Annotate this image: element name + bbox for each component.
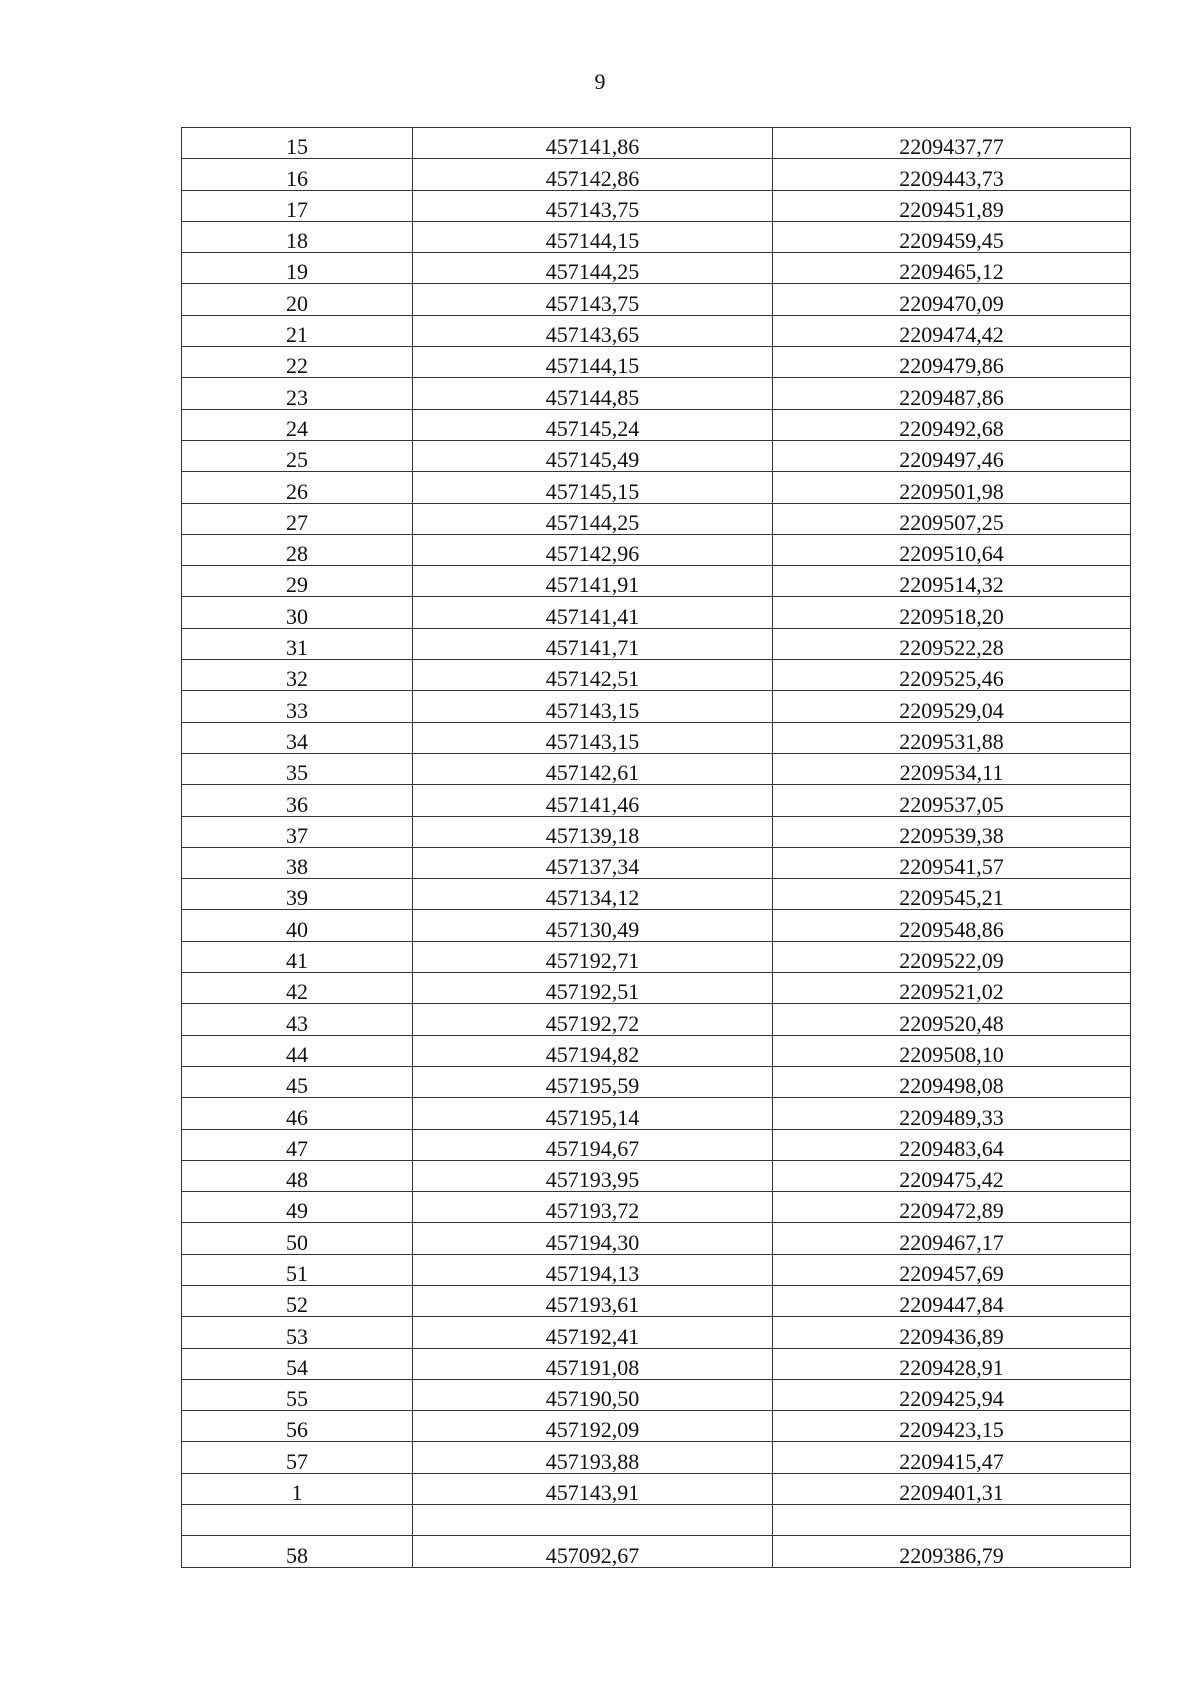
point-number-cell: 50	[182, 1223, 413, 1254]
table-row	[182, 597, 1131, 628]
y-coordinate-cell: 2209522,28	[773, 628, 1131, 659]
y-coordinate-cell: 2209522,09	[773, 941, 1131, 972]
y-coordinate-cell: 2209483,64	[773, 1129, 1131, 1160]
y-coordinate-cell: 2209501,98	[773, 472, 1131, 503]
table-row	[182, 1223, 1131, 1254]
y-coordinate-cell: 2209447,84	[773, 1285, 1131, 1316]
table-row	[182, 159, 1131, 190]
y-coordinate-cell: 2209479,86	[773, 347, 1131, 378]
x-coordinate-cell: 457143,75	[413, 190, 773, 221]
point-number-cell: 30	[182, 597, 413, 628]
y-coordinate-cell: 2209537,05	[773, 785, 1131, 816]
x-coordinate-cell: 457143,75	[413, 284, 773, 315]
y-coordinate-cell: 2209521,02	[773, 973, 1131, 1004]
x-coordinate-cell: 457144,85	[413, 378, 773, 409]
table-row	[182, 1098, 1131, 1129]
table-row	[182, 1066, 1131, 1097]
x-coordinate-cell: 457137,34	[413, 847, 773, 878]
x-coordinate-cell: 457193,88	[413, 1442, 773, 1473]
y-coordinate-cell: 2209415,47	[773, 1442, 1131, 1473]
point-number-cell	[182, 1505, 413, 1536]
point-number-cell: 20	[182, 284, 413, 315]
y-coordinate-cell: 2209548,86	[773, 910, 1131, 941]
point-number-cell: 33	[182, 691, 413, 722]
point-number-cell: 42	[182, 973, 413, 1004]
point-number-cell: 52	[182, 1285, 413, 1316]
y-coordinate-cell: 2209459,45	[773, 221, 1131, 252]
x-coordinate-cell: 457142,86	[413, 159, 773, 190]
x-coordinate-cell: 457141,41	[413, 597, 773, 628]
y-coordinate-cell: 2209443,73	[773, 159, 1131, 190]
point-number-cell: 17	[182, 190, 413, 221]
y-coordinate-cell: 2209386,79	[773, 1536, 1131, 1567]
y-coordinate-cell: 2209401,31	[773, 1473, 1131, 1504]
y-coordinate-cell: 2209472,89	[773, 1192, 1131, 1223]
x-coordinate-cell: 457144,25	[413, 503, 773, 534]
point-number-cell: 53	[182, 1317, 413, 1348]
y-coordinate-cell: 2209467,17	[773, 1223, 1131, 1254]
x-coordinate-cell: 457130,49	[413, 910, 773, 941]
point-number-cell: 45	[182, 1066, 413, 1097]
y-coordinate-cell	[773, 1505, 1131, 1536]
table-row	[182, 1536, 1131, 1567]
point-number-cell: 28	[182, 534, 413, 565]
point-number-cell: 44	[182, 1035, 413, 1066]
y-coordinate-cell: 2209514,32	[773, 566, 1131, 597]
x-coordinate-cell: 457192,51	[413, 973, 773, 1004]
table-row	[182, 1004, 1131, 1035]
point-number-cell: 25	[182, 440, 413, 471]
x-coordinate-cell: 457145,15	[413, 472, 773, 503]
x-coordinate-cell: 457190,50	[413, 1379, 773, 1410]
x-coordinate-cell: 457145,24	[413, 409, 773, 440]
table-row	[182, 1473, 1131, 1504]
x-coordinate-cell: 457195,14	[413, 1098, 773, 1129]
y-coordinate-cell: 2209489,33	[773, 1098, 1131, 1129]
y-coordinate-cell: 2209518,20	[773, 597, 1131, 628]
y-coordinate-cell: 2209475,42	[773, 1160, 1131, 1191]
point-number-cell: 34	[182, 722, 413, 753]
x-coordinate-cell: 457191,08	[413, 1348, 773, 1379]
point-number-cell: 51	[182, 1254, 413, 1285]
point-number-cell: 54	[182, 1348, 413, 1379]
x-coordinate-cell: 457194,67	[413, 1129, 773, 1160]
table-row	[182, 409, 1131, 440]
table-row	[182, 785, 1131, 816]
point-number-cell: 41	[182, 941, 413, 972]
point-number-cell: 37	[182, 816, 413, 847]
y-coordinate-cell: 2209541,57	[773, 847, 1131, 878]
point-number-cell: 19	[182, 253, 413, 284]
point-number-cell: 47	[182, 1129, 413, 1160]
table-row	[182, 1035, 1131, 1066]
table-row	[182, 628, 1131, 659]
y-coordinate-cell: 2209457,69	[773, 1254, 1131, 1285]
table-row	[182, 378, 1131, 409]
y-coordinate-cell: 2209492,68	[773, 409, 1131, 440]
point-number-cell: 56	[182, 1411, 413, 1442]
table-row	[182, 253, 1131, 284]
point-number-cell: 1	[182, 1473, 413, 1504]
table-row	[182, 284, 1131, 315]
y-coordinate-cell: 2209531,88	[773, 722, 1131, 753]
table-row	[182, 221, 1131, 252]
table-row	[182, 534, 1131, 565]
coordinates-table-body	[182, 128, 1131, 1568]
x-coordinate-cell: 457145,49	[413, 440, 773, 471]
y-coordinate-cell: 2209470,09	[773, 284, 1131, 315]
table-row	[182, 440, 1131, 471]
y-coordinate-cell: 2209539,38	[773, 816, 1131, 847]
point-number-cell: 57	[182, 1442, 413, 1473]
table-row	[182, 566, 1131, 597]
point-number-cell: 16	[182, 159, 413, 190]
table-row	[182, 1442, 1131, 1473]
table-row	[182, 1160, 1131, 1191]
table-row	[182, 1411, 1131, 1442]
table-row	[182, 816, 1131, 847]
point-number-cell: 36	[182, 785, 413, 816]
x-coordinate-cell: 457141,86	[413, 128, 773, 159]
x-coordinate-cell: 457142,51	[413, 660, 773, 691]
point-number-cell: 31	[182, 628, 413, 659]
y-coordinate-cell: 2209465,12	[773, 253, 1131, 284]
y-coordinate-cell: 2209545,21	[773, 879, 1131, 910]
y-coordinate-cell: 2209437,77	[773, 128, 1131, 159]
x-coordinate-cell: 457142,61	[413, 753, 773, 784]
y-coordinate-cell: 2209507,25	[773, 503, 1131, 534]
y-coordinate-cell: 2209534,11	[773, 753, 1131, 784]
table-row	[182, 660, 1131, 691]
point-number-cell: 15	[182, 128, 413, 159]
y-coordinate-cell: 2209529,04	[773, 691, 1131, 722]
table-row	[182, 1379, 1131, 1410]
table-row	[182, 347, 1131, 378]
y-coordinate-cell: 2209520,48	[773, 1004, 1131, 1035]
point-number-cell: 39	[182, 879, 413, 910]
x-coordinate-cell: 457192,72	[413, 1004, 773, 1035]
y-coordinate-cell: 2209498,08	[773, 1066, 1131, 1097]
x-coordinate-cell: 457141,91	[413, 566, 773, 597]
x-coordinate-cell: 457144,15	[413, 347, 773, 378]
point-number-cell: 38	[182, 847, 413, 878]
y-coordinate-cell: 2209428,91	[773, 1348, 1131, 1379]
table-row	[182, 847, 1131, 878]
x-coordinate-cell: 457143,15	[413, 722, 773, 753]
y-coordinate-cell: 2209510,64	[773, 534, 1131, 565]
x-coordinate-cell: 457143,15	[413, 691, 773, 722]
x-coordinate-cell: 457195,59	[413, 1066, 773, 1097]
y-coordinate-cell: 2209451,89	[773, 190, 1131, 221]
table-row	[182, 472, 1131, 503]
page-number: 9	[594, 69, 606, 94]
y-coordinate-cell: 2209525,46	[773, 660, 1131, 691]
x-coordinate-cell: 457134,12	[413, 879, 773, 910]
table-row	[182, 1129, 1131, 1160]
point-number-cell: 29	[182, 566, 413, 597]
x-coordinate-cell: 457139,18	[413, 816, 773, 847]
y-coordinate-cell: 2209423,15	[773, 1411, 1131, 1442]
table-row	[182, 722, 1131, 753]
table-row	[182, 1505, 1131, 1536]
y-coordinate-cell: 2209436,89	[773, 1317, 1131, 1348]
point-number-cell: 22	[182, 347, 413, 378]
table-row	[182, 1317, 1131, 1348]
table-row	[182, 691, 1131, 722]
y-coordinate-cell: 2209487,86	[773, 378, 1131, 409]
coordinates-table	[181, 127, 1131, 1568]
point-number-cell: 43	[182, 1004, 413, 1035]
table-row	[182, 973, 1131, 1004]
x-coordinate-cell: 457092,67	[413, 1536, 773, 1567]
table-row	[182, 190, 1131, 221]
x-coordinate-cell: 457141,71	[413, 628, 773, 659]
point-number-cell: 27	[182, 503, 413, 534]
point-number-cell: 26	[182, 472, 413, 503]
point-number-cell: 48	[182, 1160, 413, 1191]
point-number-cell: 55	[182, 1379, 413, 1410]
point-number-cell: 24	[182, 409, 413, 440]
x-coordinate-cell: 457144,25	[413, 253, 773, 284]
y-coordinate-cell: 2209497,46	[773, 440, 1131, 471]
table-row	[182, 910, 1131, 941]
point-number-cell: 32	[182, 660, 413, 691]
y-coordinate-cell: 2209508,10	[773, 1035, 1131, 1066]
x-coordinate-cell: 457193,95	[413, 1160, 773, 1191]
x-coordinate-cell: 457144,15	[413, 221, 773, 252]
point-number-cell: 58	[182, 1536, 413, 1567]
table-row	[182, 1285, 1131, 1316]
x-coordinate-cell: 457193,72	[413, 1192, 773, 1223]
x-coordinate-cell	[413, 1505, 773, 1536]
point-number-cell: 40	[182, 910, 413, 941]
x-coordinate-cell: 457194,30	[413, 1223, 773, 1254]
x-coordinate-cell: 457193,61	[413, 1285, 773, 1316]
table-row	[182, 753, 1131, 784]
table-row	[182, 315, 1131, 346]
x-coordinate-cell: 457192,71	[413, 941, 773, 972]
x-coordinate-cell: 457192,41	[413, 1317, 773, 1348]
x-coordinate-cell: 457143,65	[413, 315, 773, 346]
point-number-cell: 18	[182, 221, 413, 252]
x-coordinate-cell: 457194,82	[413, 1035, 773, 1066]
x-coordinate-cell: 457142,96	[413, 534, 773, 565]
x-coordinate-cell: 457192,09	[413, 1411, 773, 1442]
table-row	[182, 1348, 1131, 1379]
x-coordinate-cell: 457141,46	[413, 785, 773, 816]
table-row	[182, 128, 1131, 159]
point-number-cell: 49	[182, 1192, 413, 1223]
table-row	[182, 503, 1131, 534]
point-number-cell: 21	[182, 315, 413, 346]
point-number-cell: 23	[182, 378, 413, 409]
table-row	[182, 941, 1131, 972]
x-coordinate-cell: 457194,13	[413, 1254, 773, 1285]
table-row	[182, 1254, 1131, 1285]
point-number-cell: 46	[182, 1098, 413, 1129]
y-coordinate-cell: 2209425,94	[773, 1379, 1131, 1410]
y-coordinate-cell: 2209474,42	[773, 315, 1131, 346]
table-row	[182, 879, 1131, 910]
point-number-cell: 35	[182, 753, 413, 784]
table-row	[182, 1192, 1131, 1223]
x-coordinate-cell: 457143,91	[413, 1473, 773, 1504]
